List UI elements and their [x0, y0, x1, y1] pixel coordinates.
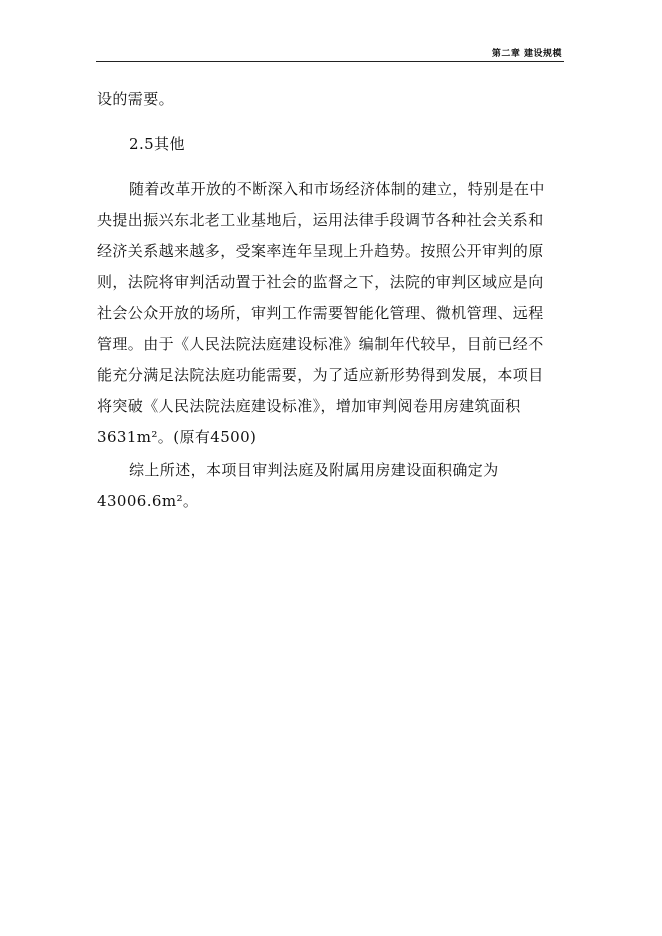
summary-line: 43006.6m²。: [97, 492, 199, 510]
page-header: [96, 44, 564, 62]
document-body: [97, 84, 567, 517]
chapter-title: 第二章 建设规模: [491, 49, 562, 59]
paragraph-line: 央提出振兴东北老工业基地后，运用法律手段调节各种社会关系和: [97, 211, 544, 229]
paragraph-line: 经济关系越来越多，受案率连年呈现上升趋势。按照公开审判的原: [97, 242, 544, 260]
paragraph-line: 社会公众开放的场所，审判工作需要智能化管理、微机管理、远程: [97, 304, 544, 322]
summary-line: 综上所述，本项目审判法庭及附属用房建设面积确定为: [129, 461, 499, 479]
paragraph-line: 管理。由于《人民法院法庭建设标准》编制年代较早，目前已经不: [97, 335, 544, 353]
paragraph-line: 则，法院将审判活动置于社会的监督之下，法院的审判区域应是向: [97, 273, 544, 291]
paragraph-line: 将突破《人民法院法庭建设标准》，增加审判阅卷用房建筑面积: [97, 397, 521, 415]
section-heading: 2.5其他: [129, 135, 185, 153]
paragraph-line: 能充分满足法院法庭功能需要，为了适应新形势得到发展，本项目: [97, 366, 544, 384]
paragraph-line: 随着改革开放的不断深入和市场经济体制的建立，特别是在中: [129, 180, 545, 198]
paragraph-line: 3631m²。(原有4500): [97, 428, 257, 446]
paragraph-continuation: 设的需要。: [97, 90, 175, 108]
